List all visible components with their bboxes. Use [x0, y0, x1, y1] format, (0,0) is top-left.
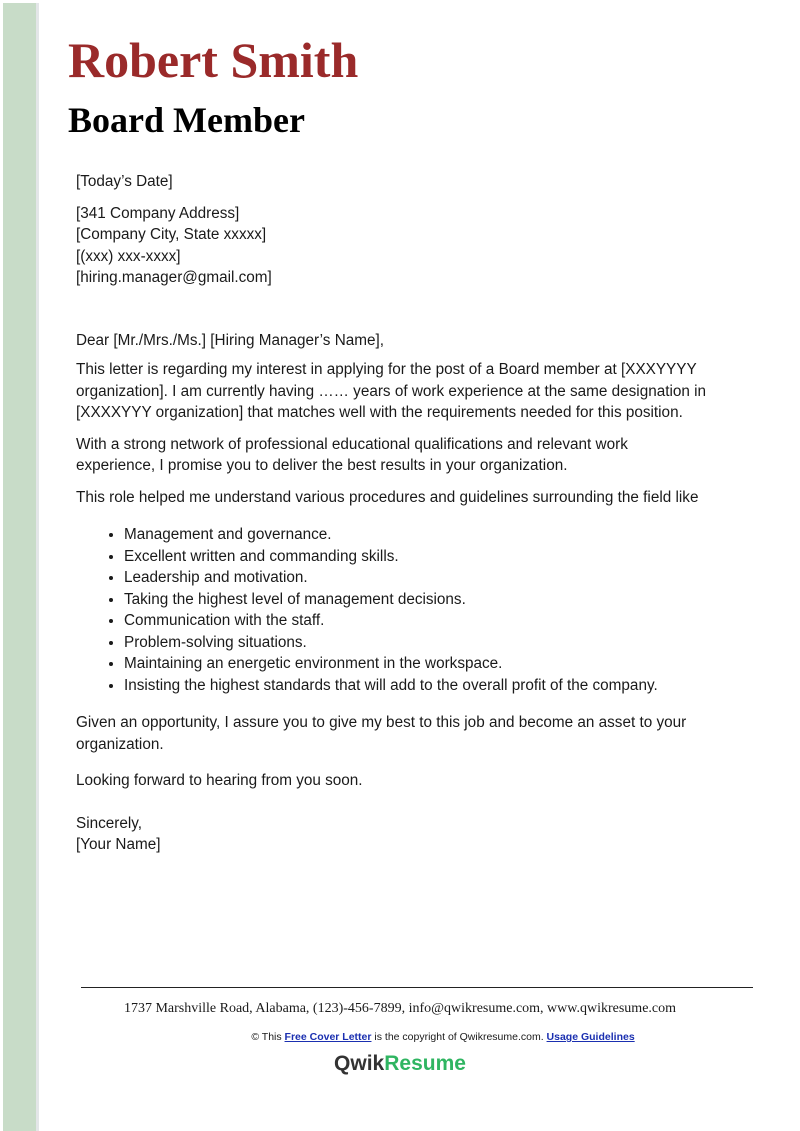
paragraph: This letter is regarding my interest in applying for the post of a Board member at [XXXYYYY organization]. I am currently having …… years of work experience at the same designation in [XXXXYYY organization] that matches well with the requirements needed for this position. — [76, 361, 707, 421]
skills-list — [76, 524, 756, 696]
list-item: • Excellent written and commanding skills. — [124, 546, 756, 568]
list-item: • Problem-solving situations. — [124, 632, 756, 654]
job-title: Board Member — [68, 100, 305, 140]
paragraph: Given an opportunity, I assure you to give my best to this job and become an asset to your organization. — [76, 714, 687, 753]
list-item: • Insisting the highest standards that will add to the overall profit of the company. — [124, 675, 756, 697]
applicant-name: Robert Smith — [68, 32, 359, 88]
side-band — [3, 3, 39, 1131]
address-line: [341 Company Address] — [76, 204, 240, 222]
copyright-line — [0, 1031, 800, 1043]
list-item: • Communication with the staff. — [124, 610, 756, 632]
qwikresume-logo — [0, 1052, 800, 1076]
list-item: • Taking the highest level of management decisions. — [124, 589, 756, 611]
copyright-text: is the copyright of Qwikresume.com. — [371, 1031, 547, 1043]
paragraph: Looking forward to hearing from you soon. — [76, 772, 363, 789]
salutation: Dear [Mr./Mrs./Ms.] [Hiring Manager’s Name], — [76, 331, 384, 349]
footer-address: 1737 Marshville Road, Alabama, (123)-456-7899, info@qwikresume.com, www.qwikresume.com — [123, 1001, 677, 1016]
date: [Today’s Date] — [76, 173, 173, 190]
paragraph: This role helped me understand various procedures and guidelines surrounding the field like — [76, 488, 699, 506]
logo-part: Qwik — [334, 1052, 385, 1075]
signature: [Your Name] — [76, 836, 161, 853]
copyright-text: © This — [251, 1031, 285, 1043]
address-line: [(xxx) xxx-xxxx] — [76, 247, 181, 265]
usage-guidelines-link[interactable]: Usage Guidelines — [546, 1031, 635, 1043]
free-cover-letter-link[interactable]: Free Cover Letter — [284, 1031, 372, 1043]
letter-body — [76, 171, 756, 856]
signoff: Sincerely, — [76, 814, 143, 832]
address-line: [hiring.manager@gmail.com] — [76, 269, 272, 286]
logo-part: Resume — [384, 1052, 466, 1075]
footer-divider — [81, 987, 753, 988]
list-item: • Management and governance. — [124, 524, 756, 546]
address-line: [Company City, State xxxxx] — [76, 226, 267, 243]
list-item: • Leadership and motivation. — [124, 567, 756, 589]
paragraph: With a strong network of professional educational qualifications and relevant work experience, I promise you to deliver the best results in your organization. — [76, 435, 628, 474]
list-item: • Maintaining an energetic environment in the workspace. — [124, 653, 756, 675]
